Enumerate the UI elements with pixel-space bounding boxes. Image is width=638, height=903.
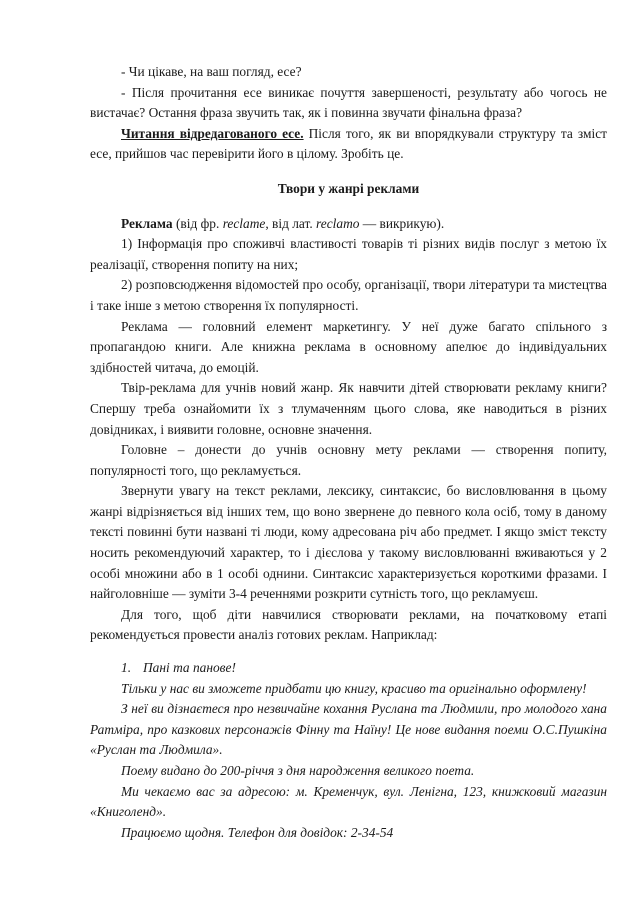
definition-1: 1) Інформація про споживчі властивості товарів ті різних видів послуг з метою їх реалізації, створення попиту на них; (90, 236, 607, 272)
document-page (90, 62, 607, 843)
definition-line: Реклама (від фр. reclame, від лат. reclamo — викрикую). (121, 215, 445, 231)
example-line-1: Тільки у нас ви зможете придбати цю книгу, красиво та оригінально оформлену! (121, 680, 587, 696)
example-line-2: З неї ви дізнаєтеся про незвичайне кохання Руслана та Людмили, про молодого хана Ратміра, про казкових персонажів Фінну та Наїну! Це нове видання поеми О.С.Пушкіна «Руслан та Людмила». (90, 701, 607, 758)
example-line-5: Працюємо щодня. Телефон для довідок: 2-34-54 (121, 824, 394, 840)
example-line-3: Поему видано до 200-річчя з дня народження великого поета. (121, 763, 475, 778)
paragraph-main-goal: Головне – донести до учнів основну мету реклами — створення попиту, популярності того, що рекламується. (90, 442, 607, 478)
definition-fr: reclame (222, 215, 266, 231)
section-title: Твори у жанрі реклами (277, 180, 420, 196)
example-heading (90, 658, 607, 679)
paragraph-new-genre: Твір-реклама для учнів новий жанр. Як навчити дітей створювати рекламу книги? Спершу треба ознайомити їх з тлумаченням цього слова, яке наводиться в різних довідниках, і виявити головне, основне значення. (90, 380, 607, 437)
definition-lat: reclamo (316, 215, 360, 231)
definition-2: 2) розповсюдження відомостей про особу, організації, твори літератури та мистецтва і таке інше з метою створення їх популярності. (90, 277, 607, 313)
reading-text: Після того, як ви впорядкували структуру та зміст есе, прийшов час перевірити його в цілому. Зробіть це. (90, 125, 607, 162)
question-interesting: - Чи цікаве, на ваш погляд, есе? (121, 64, 302, 79)
example-greeting: Пані та панове! (143, 660, 236, 676)
paragraph-analysis: Для того, щоб діти навчилися створювати реклами, на початковому етапі рекомендується провести аналіз готових реклам. Наприклад: (90, 606, 607, 643)
example-line-4: Ми чекаємо вас за адресою: м. Кременчук, вул. Ленігна, 123, книжковий магазин «Книголенд». (90, 783, 607, 820)
question-completeness: - Після прочитання есе виникає почуття завершеності, результату або чогось не вистачає? Остання фраза звучить так, як і повинна звучати фінальна фраза? (90, 84, 607, 121)
paragraph-text-features: Звернути увагу на текст реклами, лексику, синтаксис, бо висловлювання в цьому жанрі відрізняється від інших тем, що воно звернене до певного кола осіб, тому в даному тексті повинні бути названі ті люди, кому адресована річ або предмет. І якщо зміст тексту носить рекомендуючий характер, то і дієслова у такому висловлюванні вживаються у 2 особі множини або в 1 особі однини. Синтаксис характеризується короткими фразами. І найголовніше — зуміти 3-4 реченнями розкрити сутність того, що рекламуєш. (90, 483, 607, 602)
paragraph-marketing: Реклама — головний елемент маркетингу. У неї дуже багато спільного з пропагандою книги. Але книжна реклама в основному апелює до індивідуальних здібностей читача, до емоцій. (90, 318, 607, 375)
reading-paragraph (90, 124, 607, 165)
reading-heading: Читання відредагованого есе. (121, 125, 304, 141)
example-number: 1. (121, 660, 132, 676)
definition-term: Реклама (121, 215, 173, 231)
